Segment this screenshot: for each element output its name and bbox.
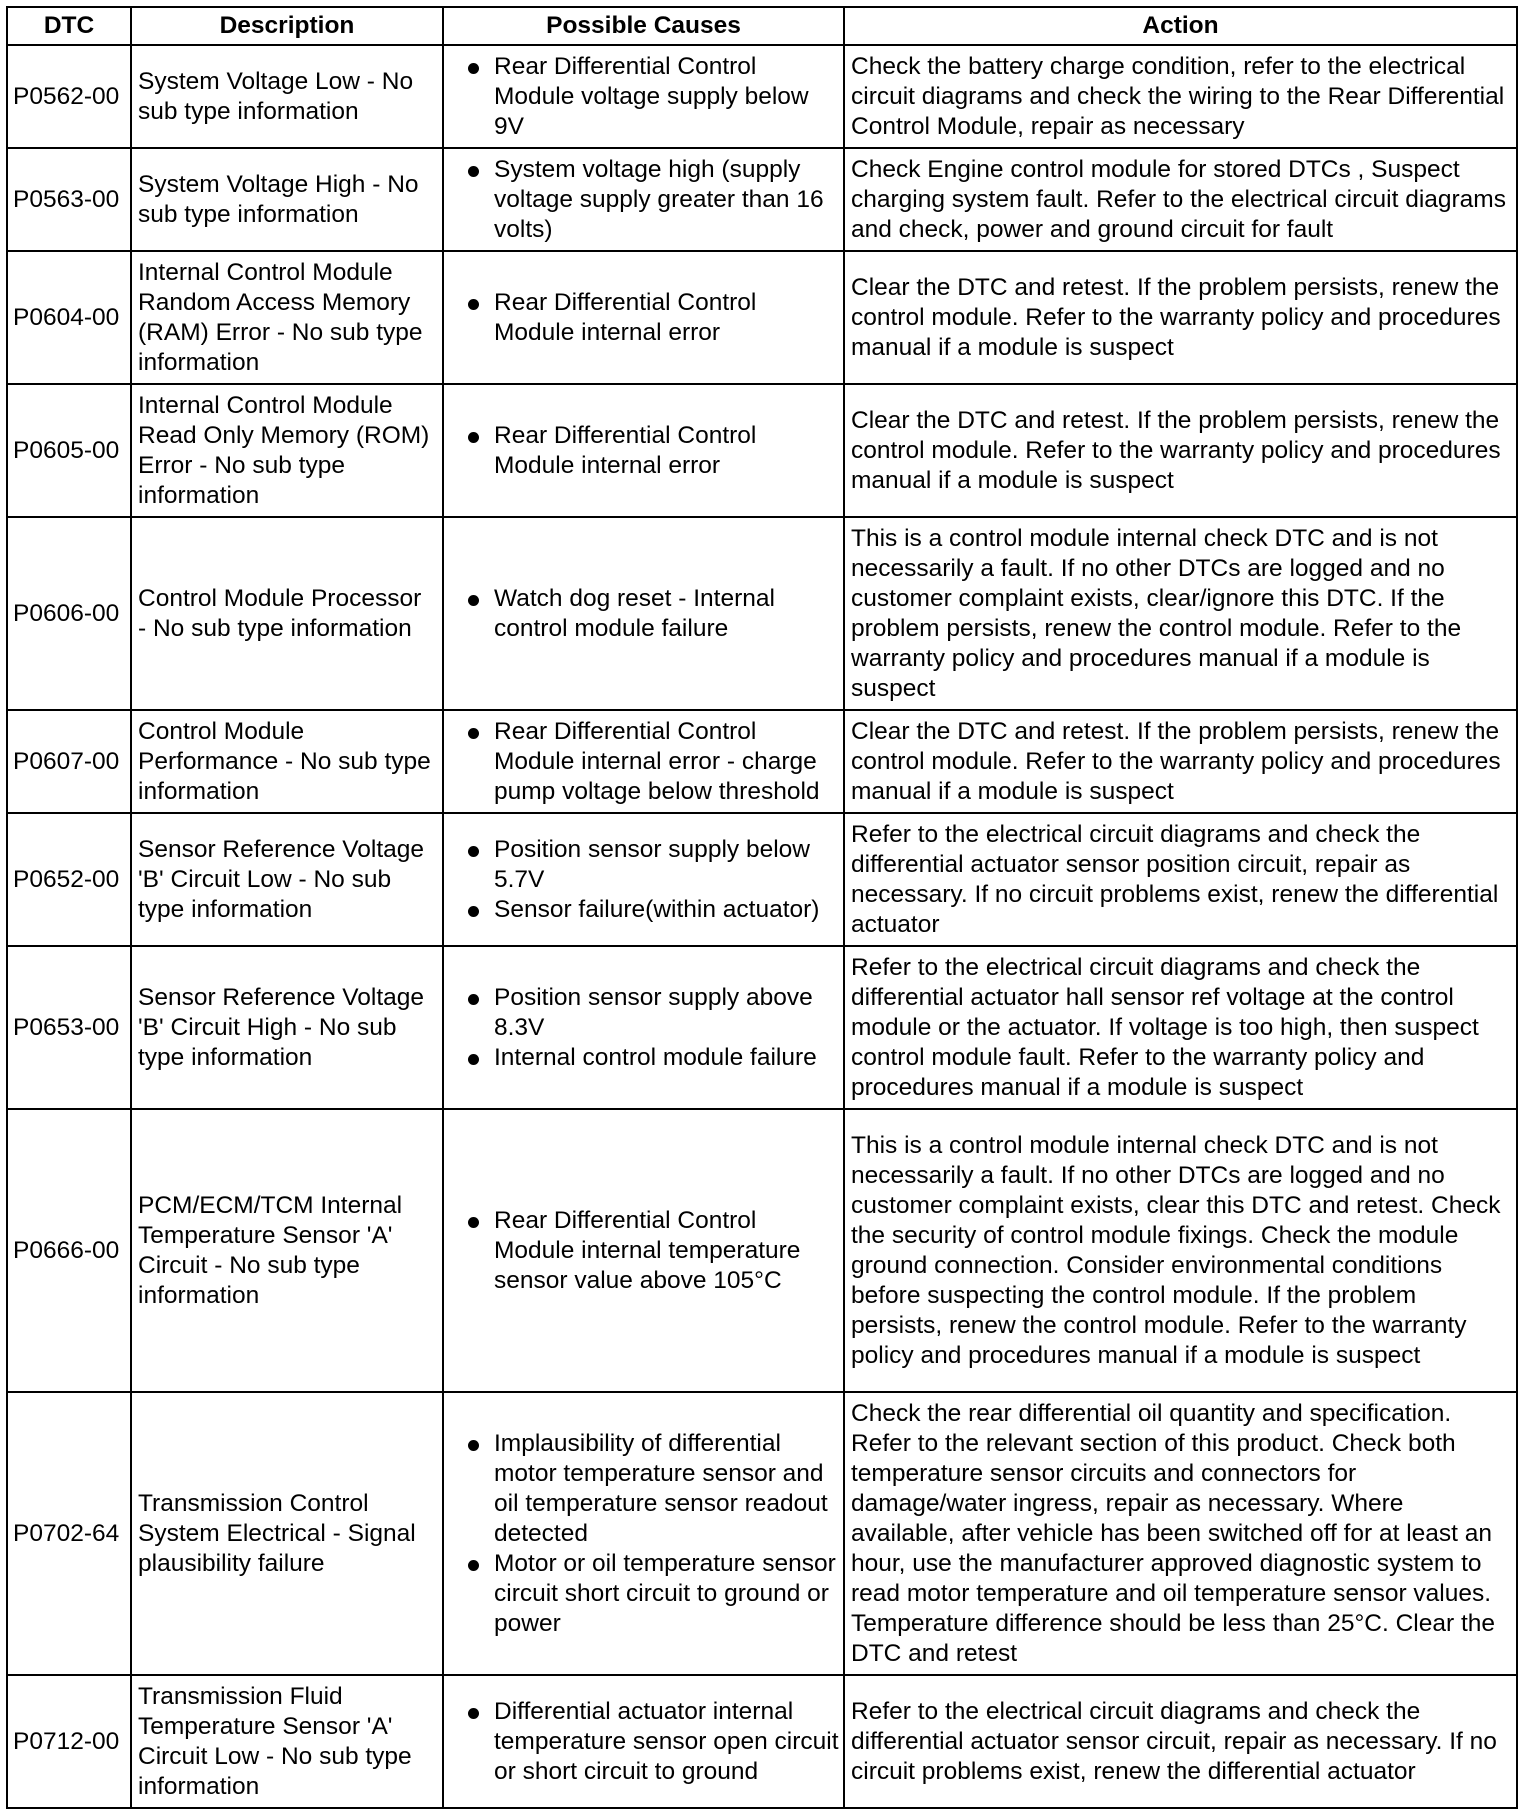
dtc-code: P0712-00 xyxy=(7,1675,131,1808)
dtc-action: Check the rear differential oil quantity and specification. Refer to the relevant section of this product. Check both temperature sensor circuits and connectors for damage/water ingress, repair as necessary. Where available, after vehicle has been switched off for at least an hour, use the manufacturer approved diagnostic system to read motor temperature and oil temperature sensor values. Temperature difference should be less than 25°C. Clear the DTC and retest xyxy=(844,1392,1517,1675)
header-row xyxy=(7,7,1517,45)
dtc-description: Internal Control Module Random Access Memory (RAM) Error - No sub type information xyxy=(131,251,443,384)
causes-list xyxy=(458,835,839,925)
dtc-description: Transmission Control System Electrical - Signal plausibility failure xyxy=(131,1392,443,1675)
dtc-code: P0607-00 xyxy=(7,710,131,813)
cause-item: Rear Differential Control Module internal temperature sensor value above 105°C xyxy=(458,1206,839,1296)
dtc-action: This is a control module internal check DTC and is not necessarily a fault. If no other DTCs are logged and no customer complaint exists, clear this DTC and retest. Check the security of control module fixings. Check the module ground connection. Consider environmental conditions before suspecting the control module. If the problem persists, renew the control module. Refer to the warranty policy and procedures manual if a module is suspect xyxy=(844,1109,1517,1392)
dtc-action: Refer to the electrical circuit diagrams and check the differential actuator hall sensor ref voltage at the control module or the actuator. If voltage is too high, then suspect control module fault. Refer to the warranty policy and procedures manual if a module is suspect xyxy=(844,946,1517,1109)
possible-causes xyxy=(443,1109,844,1392)
dtc-action: Check the battery charge condition, refer to the electrical circuit diagrams and check the wiring to the Rear Differential Control Module, repair as necessary xyxy=(844,45,1517,148)
table-row xyxy=(7,45,1517,148)
dtc-code: P0563-00 xyxy=(7,148,131,251)
possible-causes xyxy=(443,813,844,946)
causes-list xyxy=(458,1206,839,1296)
cause-item: System voltage high (supply voltage supply greater than 16 volts) xyxy=(458,155,839,245)
possible-causes xyxy=(443,946,844,1109)
header-action: Action xyxy=(844,7,1517,45)
header-causes: Possible Causes xyxy=(443,7,844,45)
dtc-code: P0666-00 xyxy=(7,1109,131,1392)
dtc-action: Clear the DTC and retest. If the problem persists, renew the control module. Refer to the warranty policy and procedures manual if a module is suspect xyxy=(844,251,1517,384)
header-description: Description xyxy=(131,7,443,45)
table-header xyxy=(7,7,1517,45)
dtc-description: Internal Control Module Read Only Memory (ROM) Error - No sub type information xyxy=(131,384,443,517)
dtc-description: Sensor Reference Voltage 'B' Circuit High - No sub type information xyxy=(131,946,443,1109)
table-row xyxy=(7,384,1517,517)
cause-item: Internal control module failure xyxy=(458,1043,839,1073)
dtc-description: Control Module Processor - No sub type information xyxy=(131,517,443,710)
possible-causes xyxy=(443,251,844,384)
table-row xyxy=(7,1392,1517,1675)
dtc-description: Sensor Reference Voltage 'B' Circuit Low - No sub type information xyxy=(131,813,443,946)
causes-list xyxy=(458,288,839,348)
table-body xyxy=(7,45,1517,1808)
causes-list xyxy=(458,52,839,142)
cause-item: Watch dog reset - Internal control module failure xyxy=(458,584,839,644)
cause-item: Rear Differential Control Module internal error xyxy=(458,421,839,481)
dtc-code: P0604-00 xyxy=(7,251,131,384)
cause-item: Differential actuator internal temperature sensor open circuit or short circuit to ground xyxy=(458,1697,839,1787)
dtc-action: Clear the DTC and retest. If the problem persists, renew the control module. Refer to the warranty policy and procedures manual if a module is suspect xyxy=(844,710,1517,813)
dtc-action: Refer to the electrical circuit diagrams and check the differential actuator sensor circuit, repair as necessary. If no circuit problems exist, renew the differential actuator xyxy=(844,1675,1517,1808)
dtc-code: P0606-00 xyxy=(7,517,131,710)
dtc-description: System Voltage High - No sub type information xyxy=(131,148,443,251)
causes-list xyxy=(458,717,839,807)
possible-causes xyxy=(443,1675,844,1808)
dtc-description: System Voltage Low - No sub type information xyxy=(131,45,443,148)
possible-causes xyxy=(443,710,844,813)
possible-causes xyxy=(443,45,844,148)
dtc-description: Transmission Fluid Temperature Sensor 'A' Circuit Low - No sub type information xyxy=(131,1675,443,1808)
dtc-code: P0653-00 xyxy=(7,946,131,1109)
table-row xyxy=(7,946,1517,1109)
causes-list xyxy=(458,983,839,1073)
dtc-description: PCM/ECM/TCM Internal Temperature Sensor 'A' Circuit - No sub type information xyxy=(131,1109,443,1392)
possible-causes xyxy=(443,148,844,251)
possible-causes xyxy=(443,1392,844,1675)
possible-causes xyxy=(443,517,844,710)
dtc-table xyxy=(6,6,1518,1809)
causes-list xyxy=(458,155,839,245)
table-row xyxy=(7,251,1517,384)
dtc-code: P0702-64 xyxy=(7,1392,131,1675)
cause-item: Implausibility of differential motor temperature sensor and oil temperature sensor readout detected xyxy=(458,1429,839,1549)
cause-item: Motor or oil temperature sensor circuit short circuit to ground or power xyxy=(458,1549,839,1639)
causes-list xyxy=(458,1697,839,1787)
cause-item: Position sensor supply below 5.7V xyxy=(458,835,839,895)
cause-item: Rear Differential Control Module internal error xyxy=(458,288,839,348)
cause-item: Position sensor supply above 8.3V xyxy=(458,983,839,1043)
causes-list xyxy=(458,421,839,481)
dtc-action: Check Engine control module for stored DTCs , Suspect charging system fault. Refer to the electrical circuit diagrams and check, power and ground circuit for fault xyxy=(844,148,1517,251)
table-row xyxy=(7,148,1517,251)
cause-item: Sensor failure(within actuator) xyxy=(458,895,839,925)
dtc-action: This is a control module internal check DTC and is not necessarily a fault. If no other DTCs are logged and no customer complaint exists, clear/ignore this DTC. If the problem persists, renew the control module. Refer to the warranty policy and procedures manual if a module is suspect xyxy=(844,517,1517,710)
table-row xyxy=(7,813,1517,946)
causes-list xyxy=(458,1429,839,1639)
table-row xyxy=(7,1675,1517,1808)
dtc-code: P0562-00 xyxy=(7,45,131,148)
table-row xyxy=(7,710,1517,813)
dtc-description: Control Module Performance - No sub type information xyxy=(131,710,443,813)
dtc-action: Clear the DTC and retest. If the problem persists, renew the control module. Refer to the warranty policy and procedures manual if a module is suspect xyxy=(844,384,1517,517)
cause-item: Rear Differential Control Module voltage supply below 9V xyxy=(458,52,839,142)
dtc-action: Refer to the electrical circuit diagrams and check the differential actuator sensor position circuit, repair as necessary. If no circuit problems exist, renew the differential actuator xyxy=(844,813,1517,946)
dtc-code: P0652-00 xyxy=(7,813,131,946)
possible-causes xyxy=(443,384,844,517)
table-row xyxy=(7,1109,1517,1392)
dtc-code: P0605-00 xyxy=(7,384,131,517)
table-row xyxy=(7,517,1517,710)
header-dtc: DTC xyxy=(7,7,131,45)
cause-item: Rear Differential Control Module internal error - charge pump voltage below threshold xyxy=(458,717,839,807)
causes-list xyxy=(458,584,839,644)
